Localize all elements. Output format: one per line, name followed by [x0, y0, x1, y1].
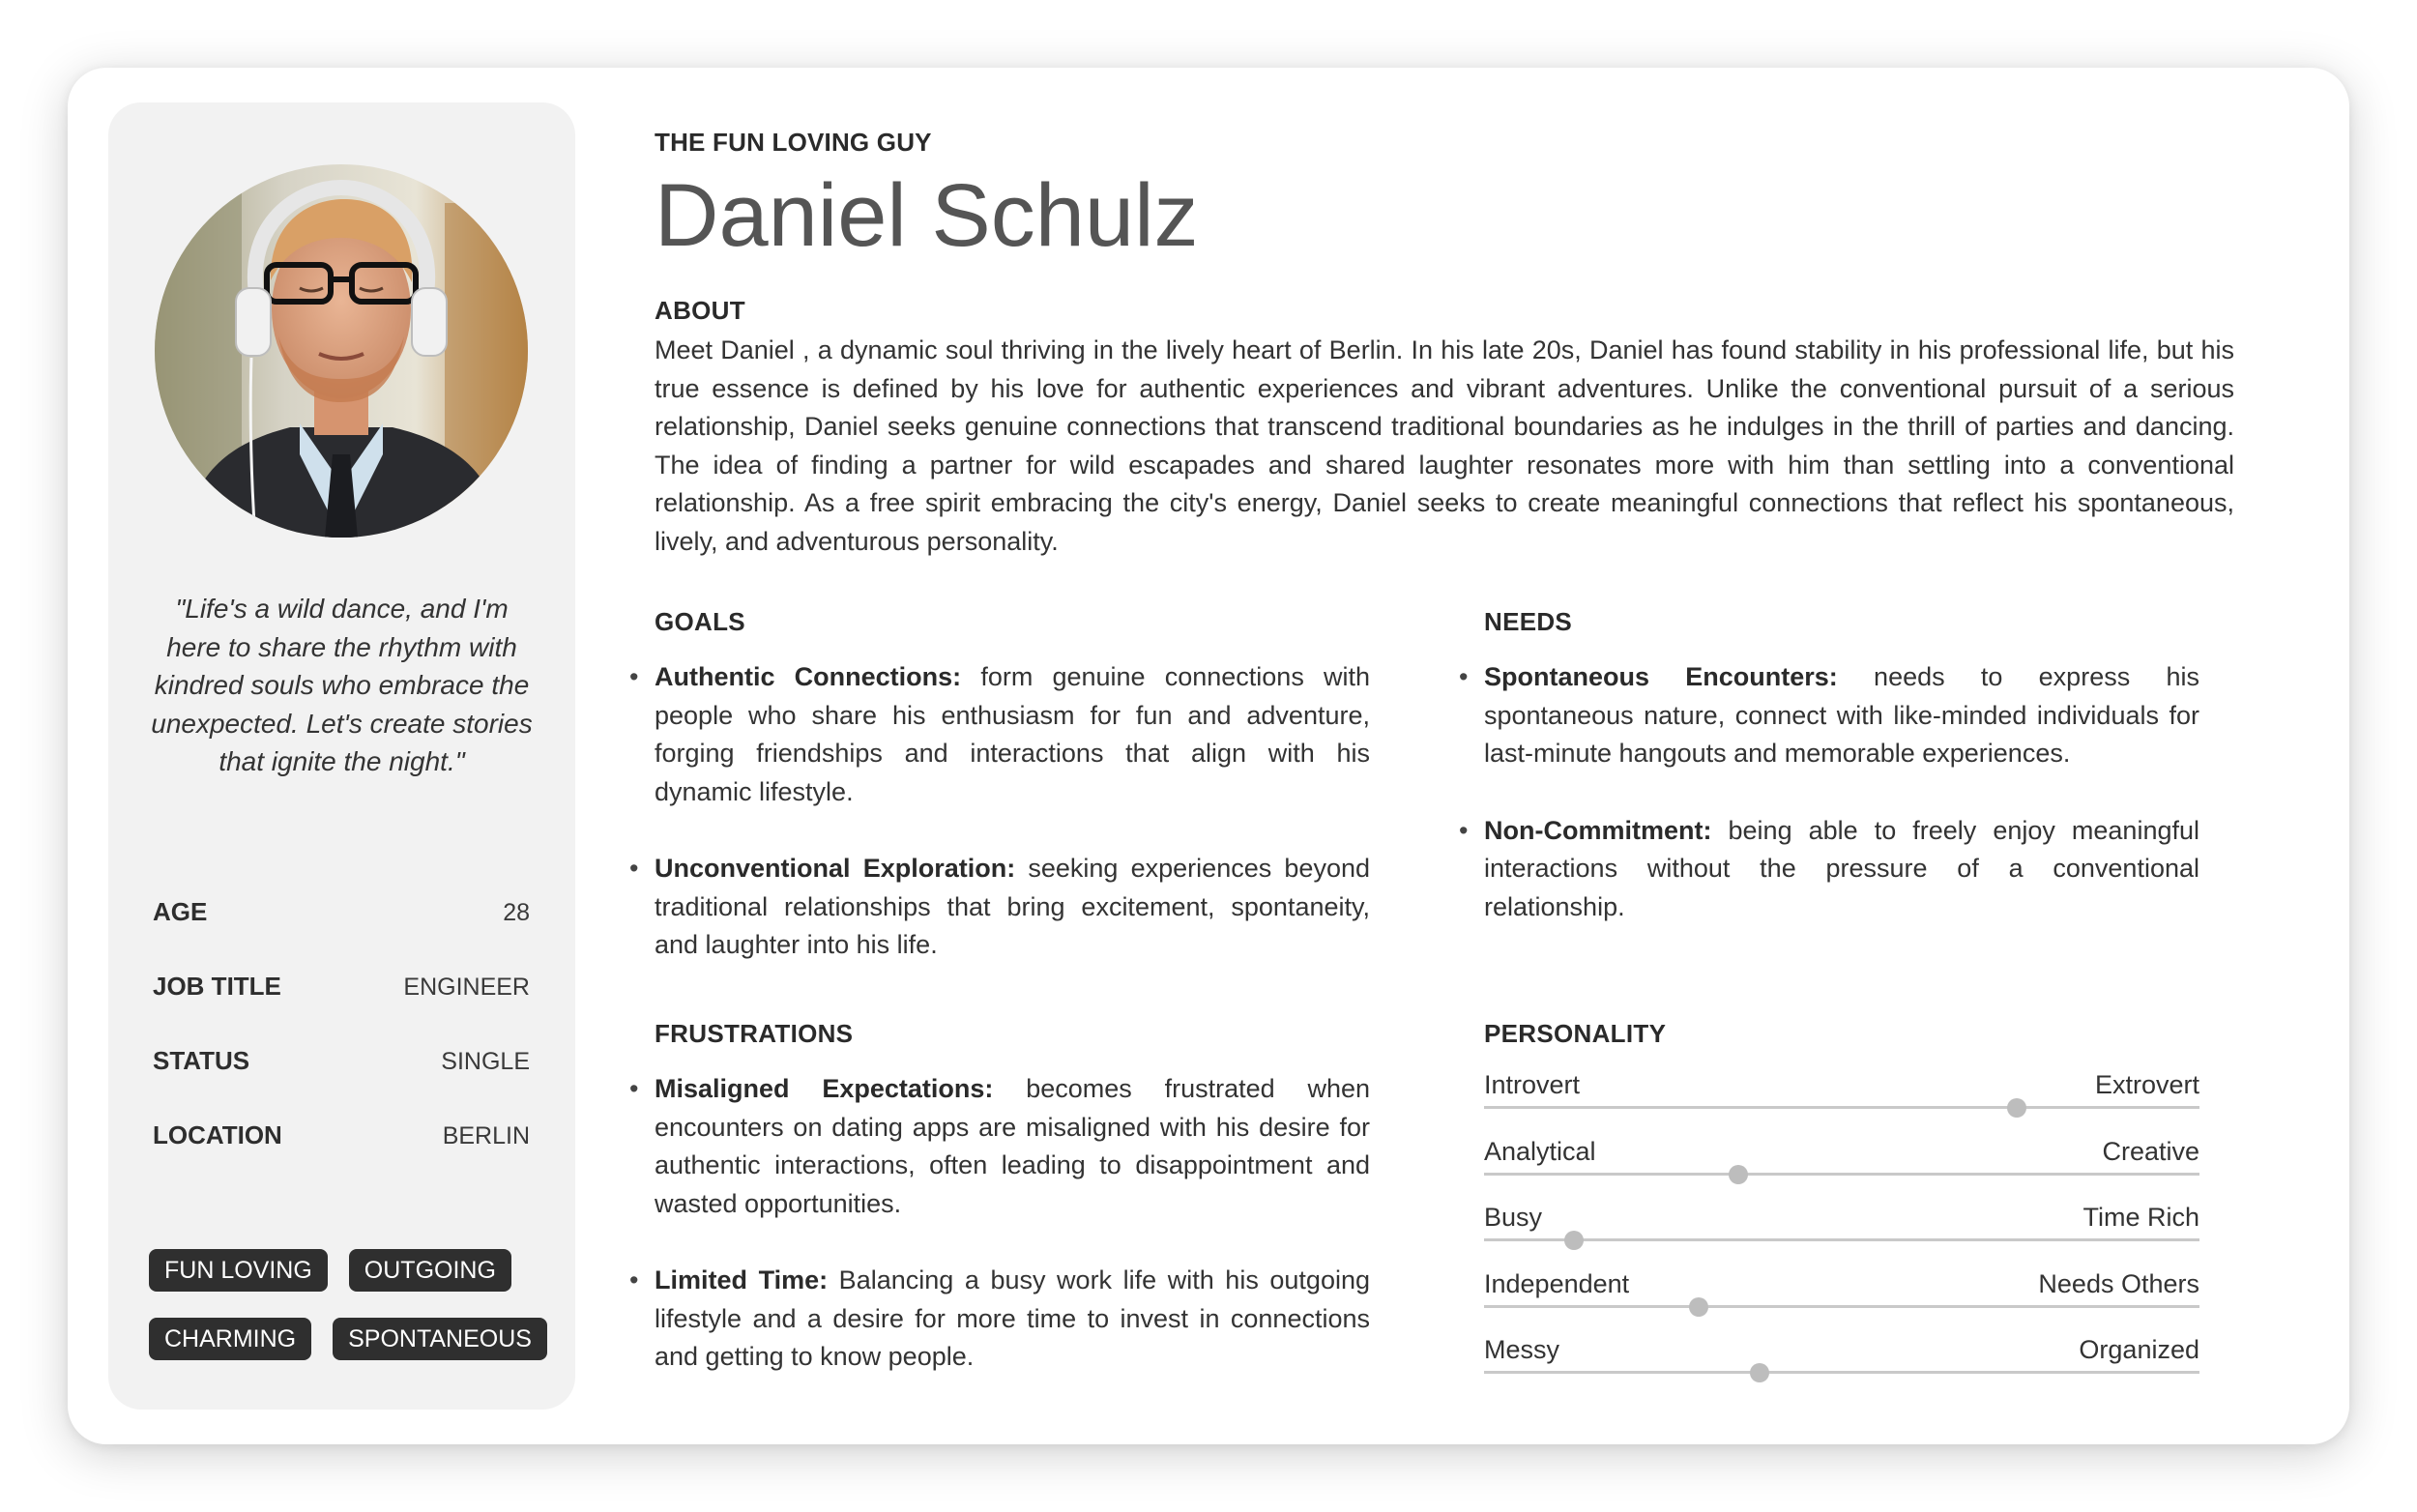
persona-card — [68, 68, 2349, 1444]
trait-knob — [1689, 1297, 1708, 1317]
list-item — [1484, 812, 2199, 927]
section-title: FRUSTRATIONS — [655, 1019, 854, 1048]
about-section — [655, 296, 2234, 561]
portrait-photo-icon — [155, 164, 528, 538]
section-title: PERSONALITY — [1484, 1019, 1667, 1048]
trait-messy-organized — [1484, 1335, 2199, 1402]
tag-spontaneous: SPONTANEOUS — [333, 1318, 547, 1360]
list-item — [1484, 658, 2199, 773]
item-heading: Non-Commitment: — [1484, 815, 1712, 845]
trait-left-label: Analytical — [1484, 1136, 1596, 1166]
trait-track — [1484, 1106, 2199, 1109]
persona-name: Daniel Schulz — [655, 166, 1199, 265]
trait-right-label: Creative — [2102, 1136, 2199, 1166]
tag-charming: CHARMING — [149, 1318, 311, 1360]
list-item — [655, 1070, 1370, 1223]
item-heading: Misaligned Expectations: — [655, 1074, 994, 1103]
trait-left-label: Introvert — [1484, 1070, 1581, 1099]
item-heading: Spontaneous Encounters: — [1484, 662, 1838, 691]
fact-location — [153, 1120, 530, 1195]
tag-fun-loving: FUN LOVING — [149, 1249, 328, 1292]
trait-track — [1484, 1305, 2199, 1308]
section-title: NEEDS — [1484, 607, 1573, 636]
goals-list — [655, 658, 1370, 965]
frustrations-section — [655, 1019, 1370, 1415]
trait-right-label: Time Rich — [2082, 1203, 2199, 1232]
tag-row — [149, 1249, 555, 1292]
item-heading: Limited Time: — [655, 1265, 829, 1294]
section-title: ABOUT — [655, 296, 745, 325]
item-text: form genuine connections with people who share his enthusiasm for fun and adventure, forging friendships and interactions that align with his dynamic lifestyle. — [655, 662, 1370, 806]
fact-label: LOCATION — [153, 1120, 282, 1149]
trait-independent-needs-others — [1484, 1269, 2199, 1336]
about-text: Meet Daniel , a dynamic soul thriving in the lively heart of Berlin. In his late 20s, Daniel has found stability in his professional life, but his true essence is defined by his love for authentic experiences and vibrant adventures. Unlike the conventional pursuit of a serious relationship, Daniel seeks genuine connections that transcend traditional boundaries as he indulges in the thrill of parties and dancing. The idea of finding a partner for wild escapades and shared laughter resonates more with him than settling into a conventional relationship. As a free spirit embracing the city's energy, Daniel seeks to create meaningful connections that reflect his spontaneous, lively, and adventurous personality. — [655, 335, 2234, 556]
trait-knob — [1564, 1231, 1584, 1250]
needs-section — [1484, 607, 2199, 965]
fact-value: SINGLE — [441, 1048, 530, 1075]
trait-track — [1484, 1371, 2199, 1374]
trait-left-label: Messy — [1484, 1335, 1560, 1364]
trait-tags — [149, 1249, 555, 1386]
fact-value: BERLIN — [442, 1122, 530, 1149]
fact-label: JOB TITLE — [153, 972, 281, 1001]
fact-job-title — [153, 972, 530, 1046]
list-item — [655, 658, 1370, 811]
trait-right-label: Organized — [2079, 1335, 2199, 1364]
trait-analytical-creative — [1484, 1137, 2199, 1204]
list-item — [655, 1262, 1370, 1377]
tag-outgoing: OUTGOING — [349, 1249, 511, 1292]
fact-value: 28 — [503, 899, 530, 926]
fact-label: STATUS — [153, 1046, 250, 1075]
personality-sliders — [1484, 1070, 2199, 1402]
profile-sidebar — [108, 102, 575, 1410]
avatar — [155, 164, 528, 538]
persona-quote: "Life's a wild dance, and I'm here to share the rhythm with kindred souls who embrace the unexpected. Let's create stories that ignite the night." — [151, 594, 533, 776]
trait-left-label: Busy — [1484, 1203, 1543, 1232]
item-text: needs to express his spontaneous nature, connect with like-minded individuals for last-minute hangouts and memorable experiences. — [1484, 662, 2199, 768]
goals-section — [655, 607, 1370, 1003]
fact-list — [153, 897, 530, 1195]
list-item — [655, 850, 1370, 965]
item-heading: Authentic Connections: — [655, 662, 962, 691]
fact-status — [153, 1046, 530, 1120]
trait-right-label: Needs Others — [2038, 1268, 2199, 1298]
tag-row — [149, 1318, 555, 1360]
trait-track — [1484, 1238, 2199, 1241]
trait-knob — [1729, 1165, 1748, 1184]
fact-value: ENGINEER — [403, 974, 530, 1001]
frustrations-list — [655, 1070, 1370, 1377]
trait-knob — [2007, 1098, 2026, 1118]
item-text: being able to freely enjoy meaningful interactions without the pressure of a conventional relationship. — [1484, 815, 2199, 921]
trait-introvert-extrovert — [1484, 1070, 2199, 1137]
personality-section — [1484, 1019, 2199, 1402]
persona-tagline: THE FUN LOVING GUY — [655, 128, 932, 157]
needs-list — [1484, 658, 2199, 926]
trait-left-label: Independent — [1484, 1268, 1630, 1298]
trait-knob — [1750, 1363, 1769, 1382]
item-heading: Unconventional Exploration: — [655, 854, 1016, 883]
fact-age — [153, 897, 530, 972]
item-text: seeking experiences beyond traditional relationships that bring excitement, spontaneity, and laughter into his life. — [655, 854, 1370, 959]
trait-track — [1484, 1173, 2199, 1176]
trait-busy-time-rich — [1484, 1203, 2199, 1269]
fact-label: AGE — [153, 897, 208, 926]
trait-right-label: Extrovert — [2094, 1070, 2199, 1099]
item-text: Balancing a busy work life with his outgoing lifestyle and a desire for more time to invest in connections and getting to know people. — [655, 1265, 1370, 1371]
section-title: GOALS — [655, 607, 745, 636]
item-text: becomes frustrated when encounters on dating apps are misaligned with his desire for authentic interactions, often leading to disappointment and wasted opportunities. — [655, 1074, 1370, 1218]
